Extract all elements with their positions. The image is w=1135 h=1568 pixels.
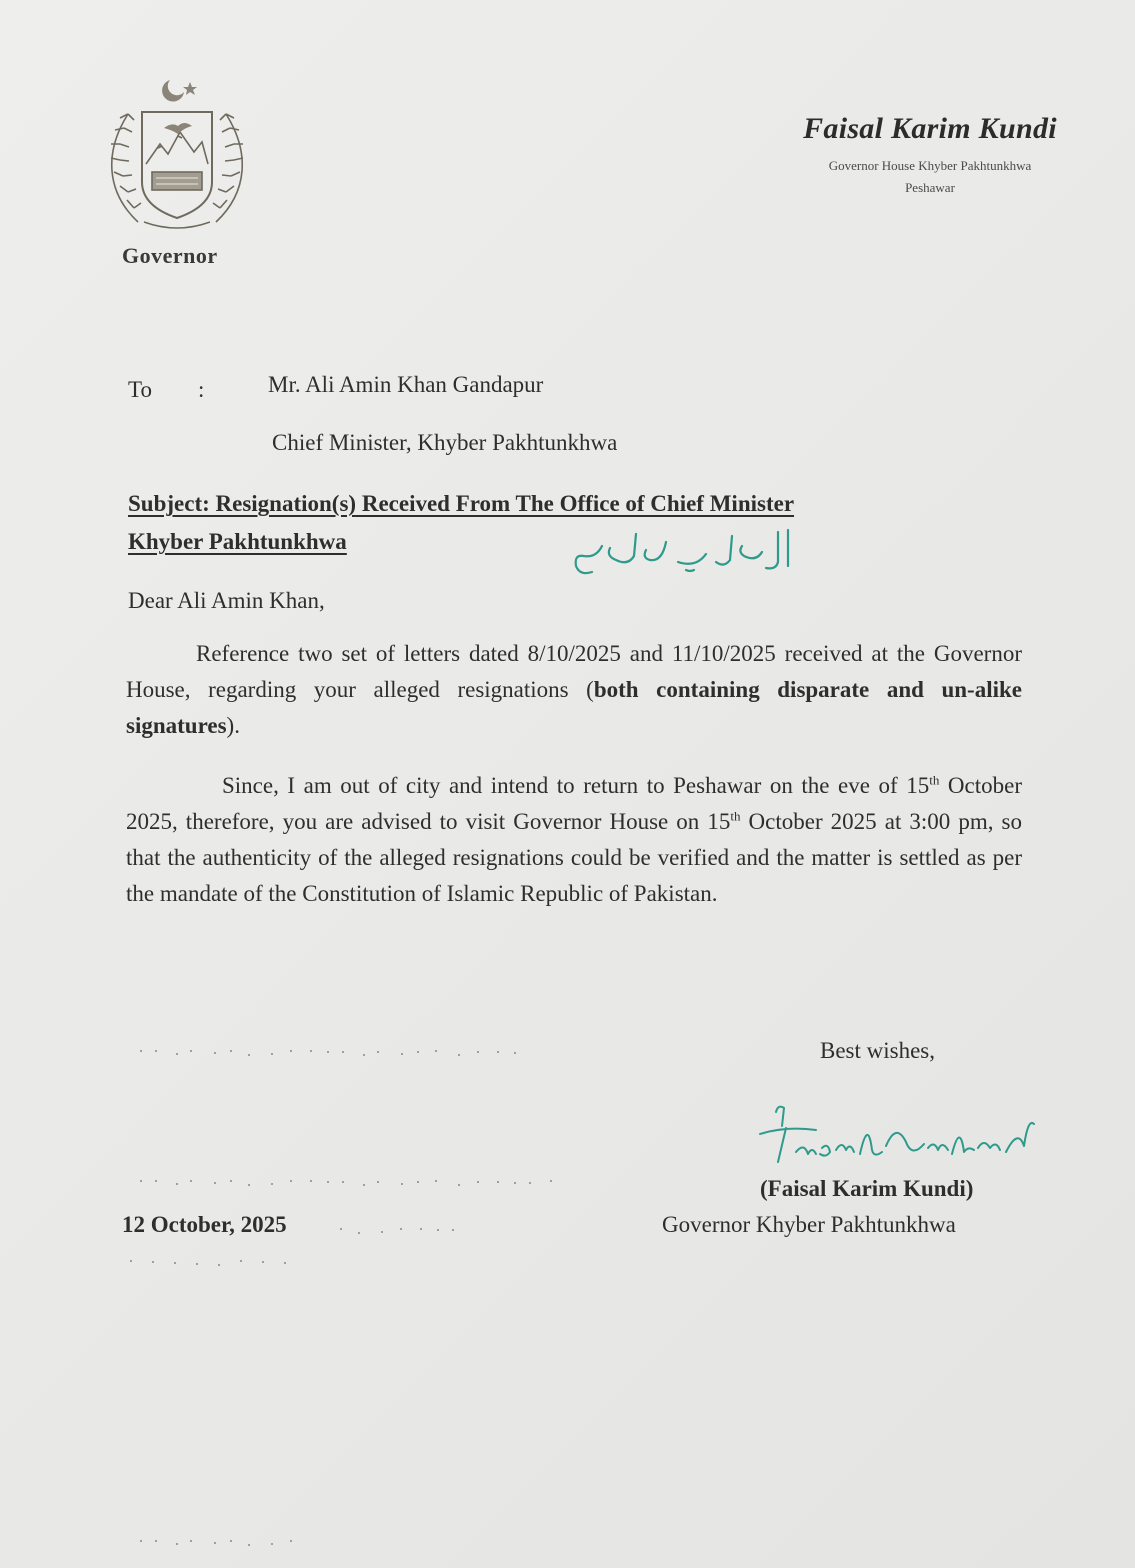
speck: [497, 1051, 499, 1053]
speck: [342, 1051, 344, 1053]
speck: [152, 1261, 154, 1263]
speck: [214, 1052, 216, 1054]
speck: [310, 1050, 312, 1052]
speck: [477, 1051, 479, 1053]
speck: [174, 1262, 176, 1264]
speck: [230, 1050, 232, 1052]
speck: [401, 1053, 403, 1055]
speck: [196, 1263, 198, 1265]
handwritten-greeting: [566, 522, 798, 580]
speck: [381, 1231, 383, 1233]
speck: [435, 1180, 437, 1182]
subject-line-2: Khyber Pakhtunkhwa: [128, 529, 347, 554]
speck: [230, 1180, 232, 1182]
speck: [284, 1262, 286, 1264]
letterhead-address: Governor House Khyber Pakhtunkhwa: [828, 158, 1032, 173]
speck: [401, 1183, 403, 1185]
speck: [176, 1183, 178, 1185]
speck: [214, 1182, 216, 1184]
speck: [458, 1054, 460, 1056]
speck: [248, 1184, 250, 1186]
letterhead-name: Faisal Karim Kundi: [803, 112, 1057, 145]
speck: [248, 1544, 250, 1546]
speck: [155, 1180, 157, 1182]
speck: [130, 1260, 132, 1262]
paragraph-2-part-3: October 2025 at 3:00 pm, so that the authenticity of the alleged resignations could be verified and the matter is settled as per the mandate of the Constitution of Islamic Republic of Pakistan.: [126, 809, 1023, 906]
handwritten-signature: [756, 1098, 1050, 1176]
speck: [437, 1229, 439, 1231]
speck: [363, 1054, 365, 1056]
letterhead-city: Peshawar: [905, 180, 955, 195]
speck: [377, 1051, 379, 1053]
speck: [248, 1054, 250, 1056]
speck: [176, 1543, 178, 1545]
signatory-name: (Faisal Karim Kundi): [760, 1176, 974, 1201]
speck: [176, 1053, 178, 1055]
salutation: Dear Ali Amin Khan,: [128, 588, 325, 613]
paragraph-2-part-1: Since, I am out of city and intend to return to Peshawar on the eve of 15: [222, 773, 930, 798]
speck: [155, 1050, 157, 1052]
speck: [477, 1181, 479, 1183]
speck: [262, 1261, 264, 1263]
paragraph-1: [126, 636, 1022, 744]
speck: [271, 1053, 273, 1055]
speck: [452, 1229, 454, 1231]
paragraph-1-bold: both containing disparate and un-alike signatures: [126, 677, 1022, 738]
speck: [230, 1540, 232, 1542]
speck: [514, 1182, 516, 1184]
recipient-name: Mr. Ali Amin Khan Gandapur: [268, 372, 544, 397]
speck: [290, 1050, 292, 1052]
speck: [417, 1181, 419, 1183]
signatory-designation: Governor Khyber Pakhtunkhwa: [662, 1212, 956, 1237]
speck: [190, 1180, 192, 1182]
speck: [290, 1180, 292, 1182]
speck: [271, 1183, 273, 1185]
to-label: To: [128, 377, 152, 402]
paragraph-2: [126, 768, 1022, 912]
speck: [271, 1543, 273, 1545]
speck: [140, 1050, 142, 1052]
closing: Best wishes,: [820, 1038, 935, 1063]
speck: [327, 1181, 329, 1183]
speck: [377, 1181, 379, 1183]
speck: [340, 1228, 342, 1230]
speck: [140, 1180, 142, 1182]
speck: [240, 1260, 242, 1262]
ordinal-suffix: th: [929, 772, 940, 788]
speck: [420, 1228, 422, 1230]
speck: [214, 1542, 216, 1544]
subject-line: [128, 485, 988, 561]
speck: [290, 1540, 292, 1542]
speck: [310, 1180, 312, 1182]
ordinal-suffix: th: [730, 808, 741, 824]
speck: [327, 1051, 329, 1053]
speck: [435, 1050, 437, 1052]
speck: [550, 1180, 552, 1182]
speck: [417, 1051, 419, 1053]
speck: [458, 1184, 460, 1186]
speck: [190, 1050, 192, 1052]
speck: [342, 1181, 344, 1183]
speck: [400, 1228, 402, 1230]
paragraph-1-text: Reference two set of letters dated 8/10/2025 and 11/10/2025 received at the Governor House, regarding your alleged resignations (: [126, 641, 1022, 702]
paragraph-2-part-2: October 2025, therefore, you are advised to visit Governor House on 15: [126, 773, 1022, 834]
kpk-emblem-icon: [98, 72, 256, 244]
to-separator: :: [198, 377, 205, 402]
speck: [529, 1182, 531, 1184]
subject-line-1: Subject: Resignation(s) Received From The Office of Chief Minister: [128, 491, 795, 516]
letter-date: 12 October, 2025: [122, 1212, 287, 1237]
recipient-title: Chief Minister, Khyber Pakhtunkhwa: [272, 430, 618, 455]
speck: [190, 1540, 192, 1542]
speck: [358, 1232, 360, 1234]
speck: [514, 1052, 516, 1054]
speck: [497, 1181, 499, 1183]
paragraph-1-end: ).: [226, 713, 240, 738]
speck: [155, 1540, 157, 1542]
speck: [140, 1540, 142, 1542]
emblem-caption: Governor: [122, 243, 218, 268]
speck: [218, 1264, 220, 1266]
speck: [363, 1184, 365, 1186]
